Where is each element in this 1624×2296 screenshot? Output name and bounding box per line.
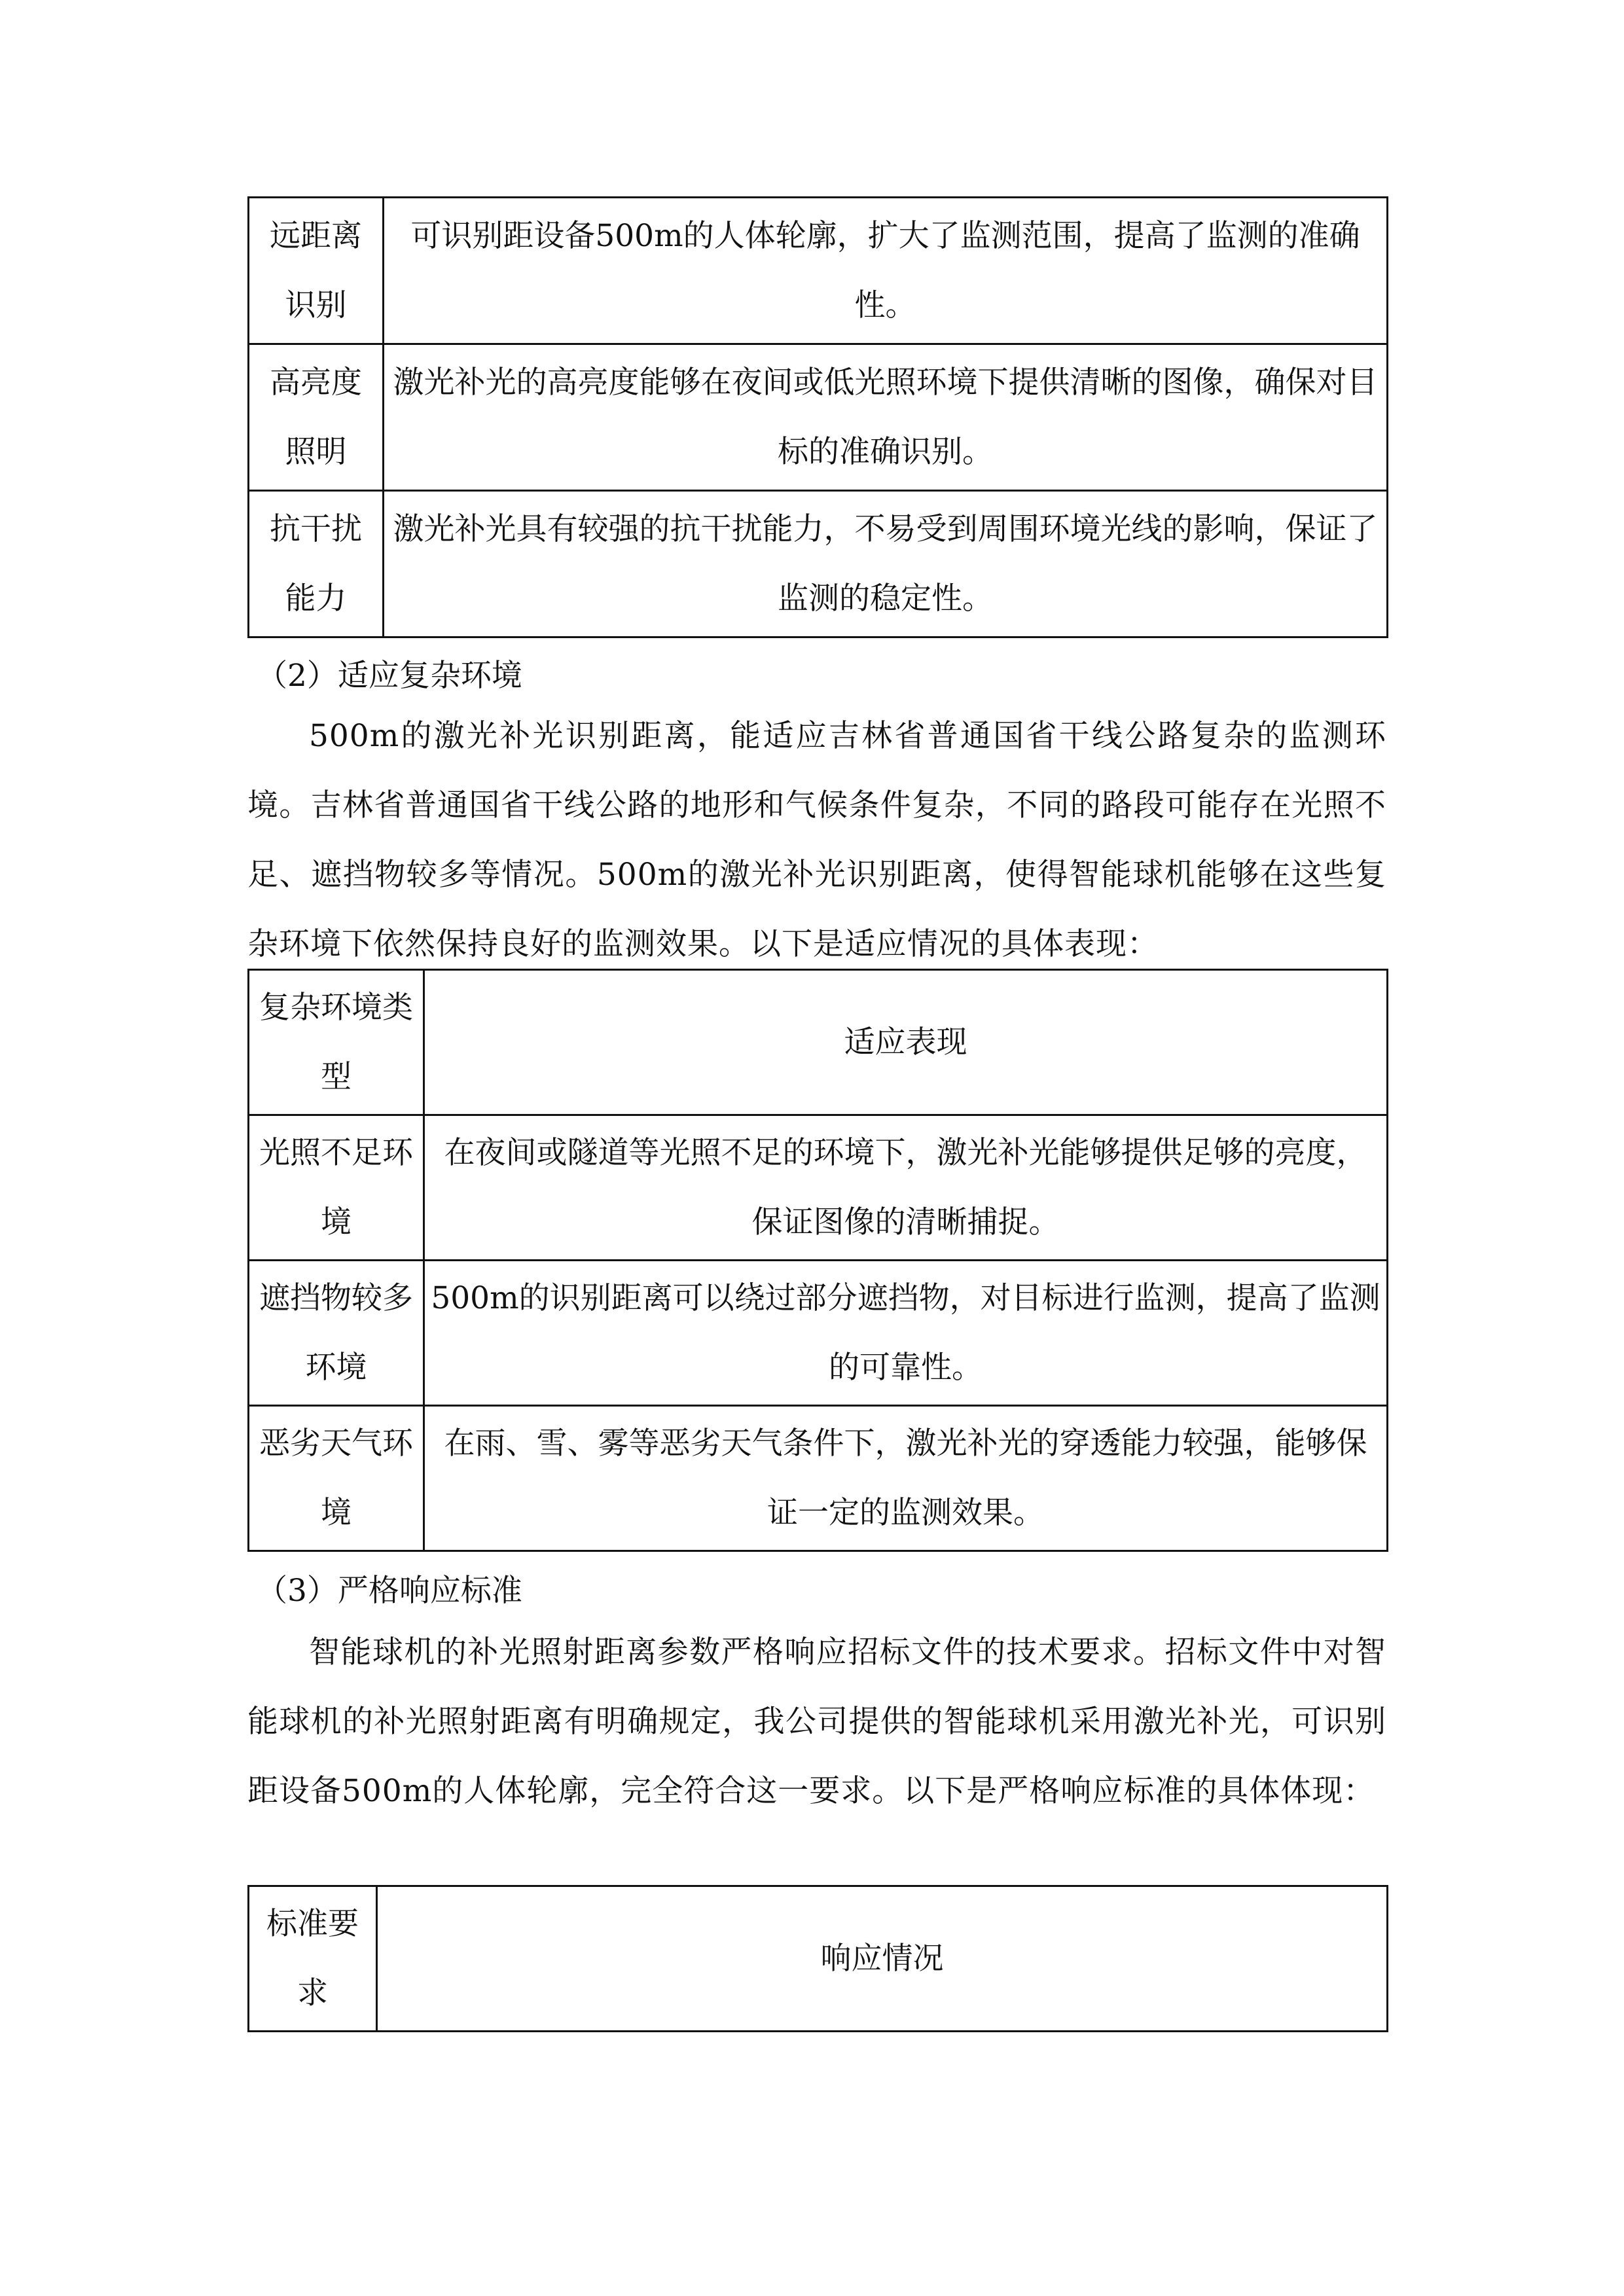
table-row bbox=[249, 1406, 1388, 1551]
table-header-text: 响应情况 bbox=[377, 1886, 1388, 2032]
table-cell-text: 在雨、雪、雾等恶劣天气条件下，激光补光的穿透能力较强，能够保证一定的监测效果。 bbox=[424, 1406, 1388, 1551]
table-row bbox=[249, 198, 1388, 344]
table-cell-text: 可识别距设备500m的人体轮廓，扩大了监测范围，提高了监测的准确性。 bbox=[384, 198, 1388, 344]
table-cell-text: 激光补光具有较强的抗干扰能力，不易受到周围环境光线的影响，保证了监测的稳定性。 bbox=[384, 491, 1388, 637]
table-cell-label: 光照不足环境 bbox=[249, 1115, 424, 1261]
table-header-row bbox=[249, 970, 1388, 1115]
table-row bbox=[249, 344, 1388, 491]
standards-table bbox=[247, 1885, 1388, 2032]
table-header-label: 标准要求 bbox=[249, 1886, 377, 2032]
table-cell-label: 遮挡物较多环境 bbox=[249, 1261, 424, 1406]
table-cell-label: 抗干扰能力 bbox=[249, 491, 384, 637]
table-cell-text: 500m的识别距离可以绕过部分遮挡物，对目标进行监测，提高了监测的可靠性。 bbox=[424, 1261, 1388, 1406]
table-header-label: 复杂环境类型 bbox=[249, 970, 424, 1115]
section-heading: （3）严格响应标准 bbox=[257, 1573, 522, 1609]
section-heading: （2）适应复杂环境 bbox=[257, 658, 522, 694]
table-row bbox=[249, 491, 1388, 637]
table-cell-text: 激光补光的高亮度能够在夜间或低光照环境下提供清晰的图像，确保对目标的准确识别。 bbox=[384, 344, 1388, 491]
table-header-row bbox=[249, 1886, 1388, 2032]
table-row bbox=[249, 1261, 1388, 1406]
table-row bbox=[249, 1115, 1388, 1261]
table-cell-label: 恶劣天气环境 bbox=[249, 1406, 424, 1551]
table-cell-label: 远距离识别 bbox=[249, 198, 384, 344]
features-table bbox=[247, 196, 1388, 638]
body-paragraph: 500m的激光补光识别距离，能适应吉林省普通国省干线公路复杂的监测环境。吉林省普通国省干线公路的地形和气候条件复杂，不同的路段可能存在光照不足、遮挡物较多等情况。500m的激光补光识别距离，使得智能球机能够在这些复杂环境下依然保持良好的监测效果。以下是适应情况的具体表现： bbox=[247, 718, 1386, 962]
table-header-text: 适应表现 bbox=[424, 970, 1388, 1115]
table-cell-text: 在夜间或隧道等光照不足的环境下，激光补光能够提供足够的亮度，保证图像的清晰捕捉。 bbox=[424, 1115, 1388, 1261]
body-paragraph: 智能球机的补光照射距离参数严格响应招标文件的技术要求。招标文件中对智能球机的补光照射距离有明确规定，我公司提供的智能球机采用激光补光，可识别距设备500m的人体轮廓，完全符合这一要求。以下是严格响应标准的具体体现： bbox=[247, 1634, 1386, 1809]
table-cell-label: 高亮度照明 bbox=[249, 344, 384, 491]
environment-table bbox=[247, 969, 1388, 1552]
